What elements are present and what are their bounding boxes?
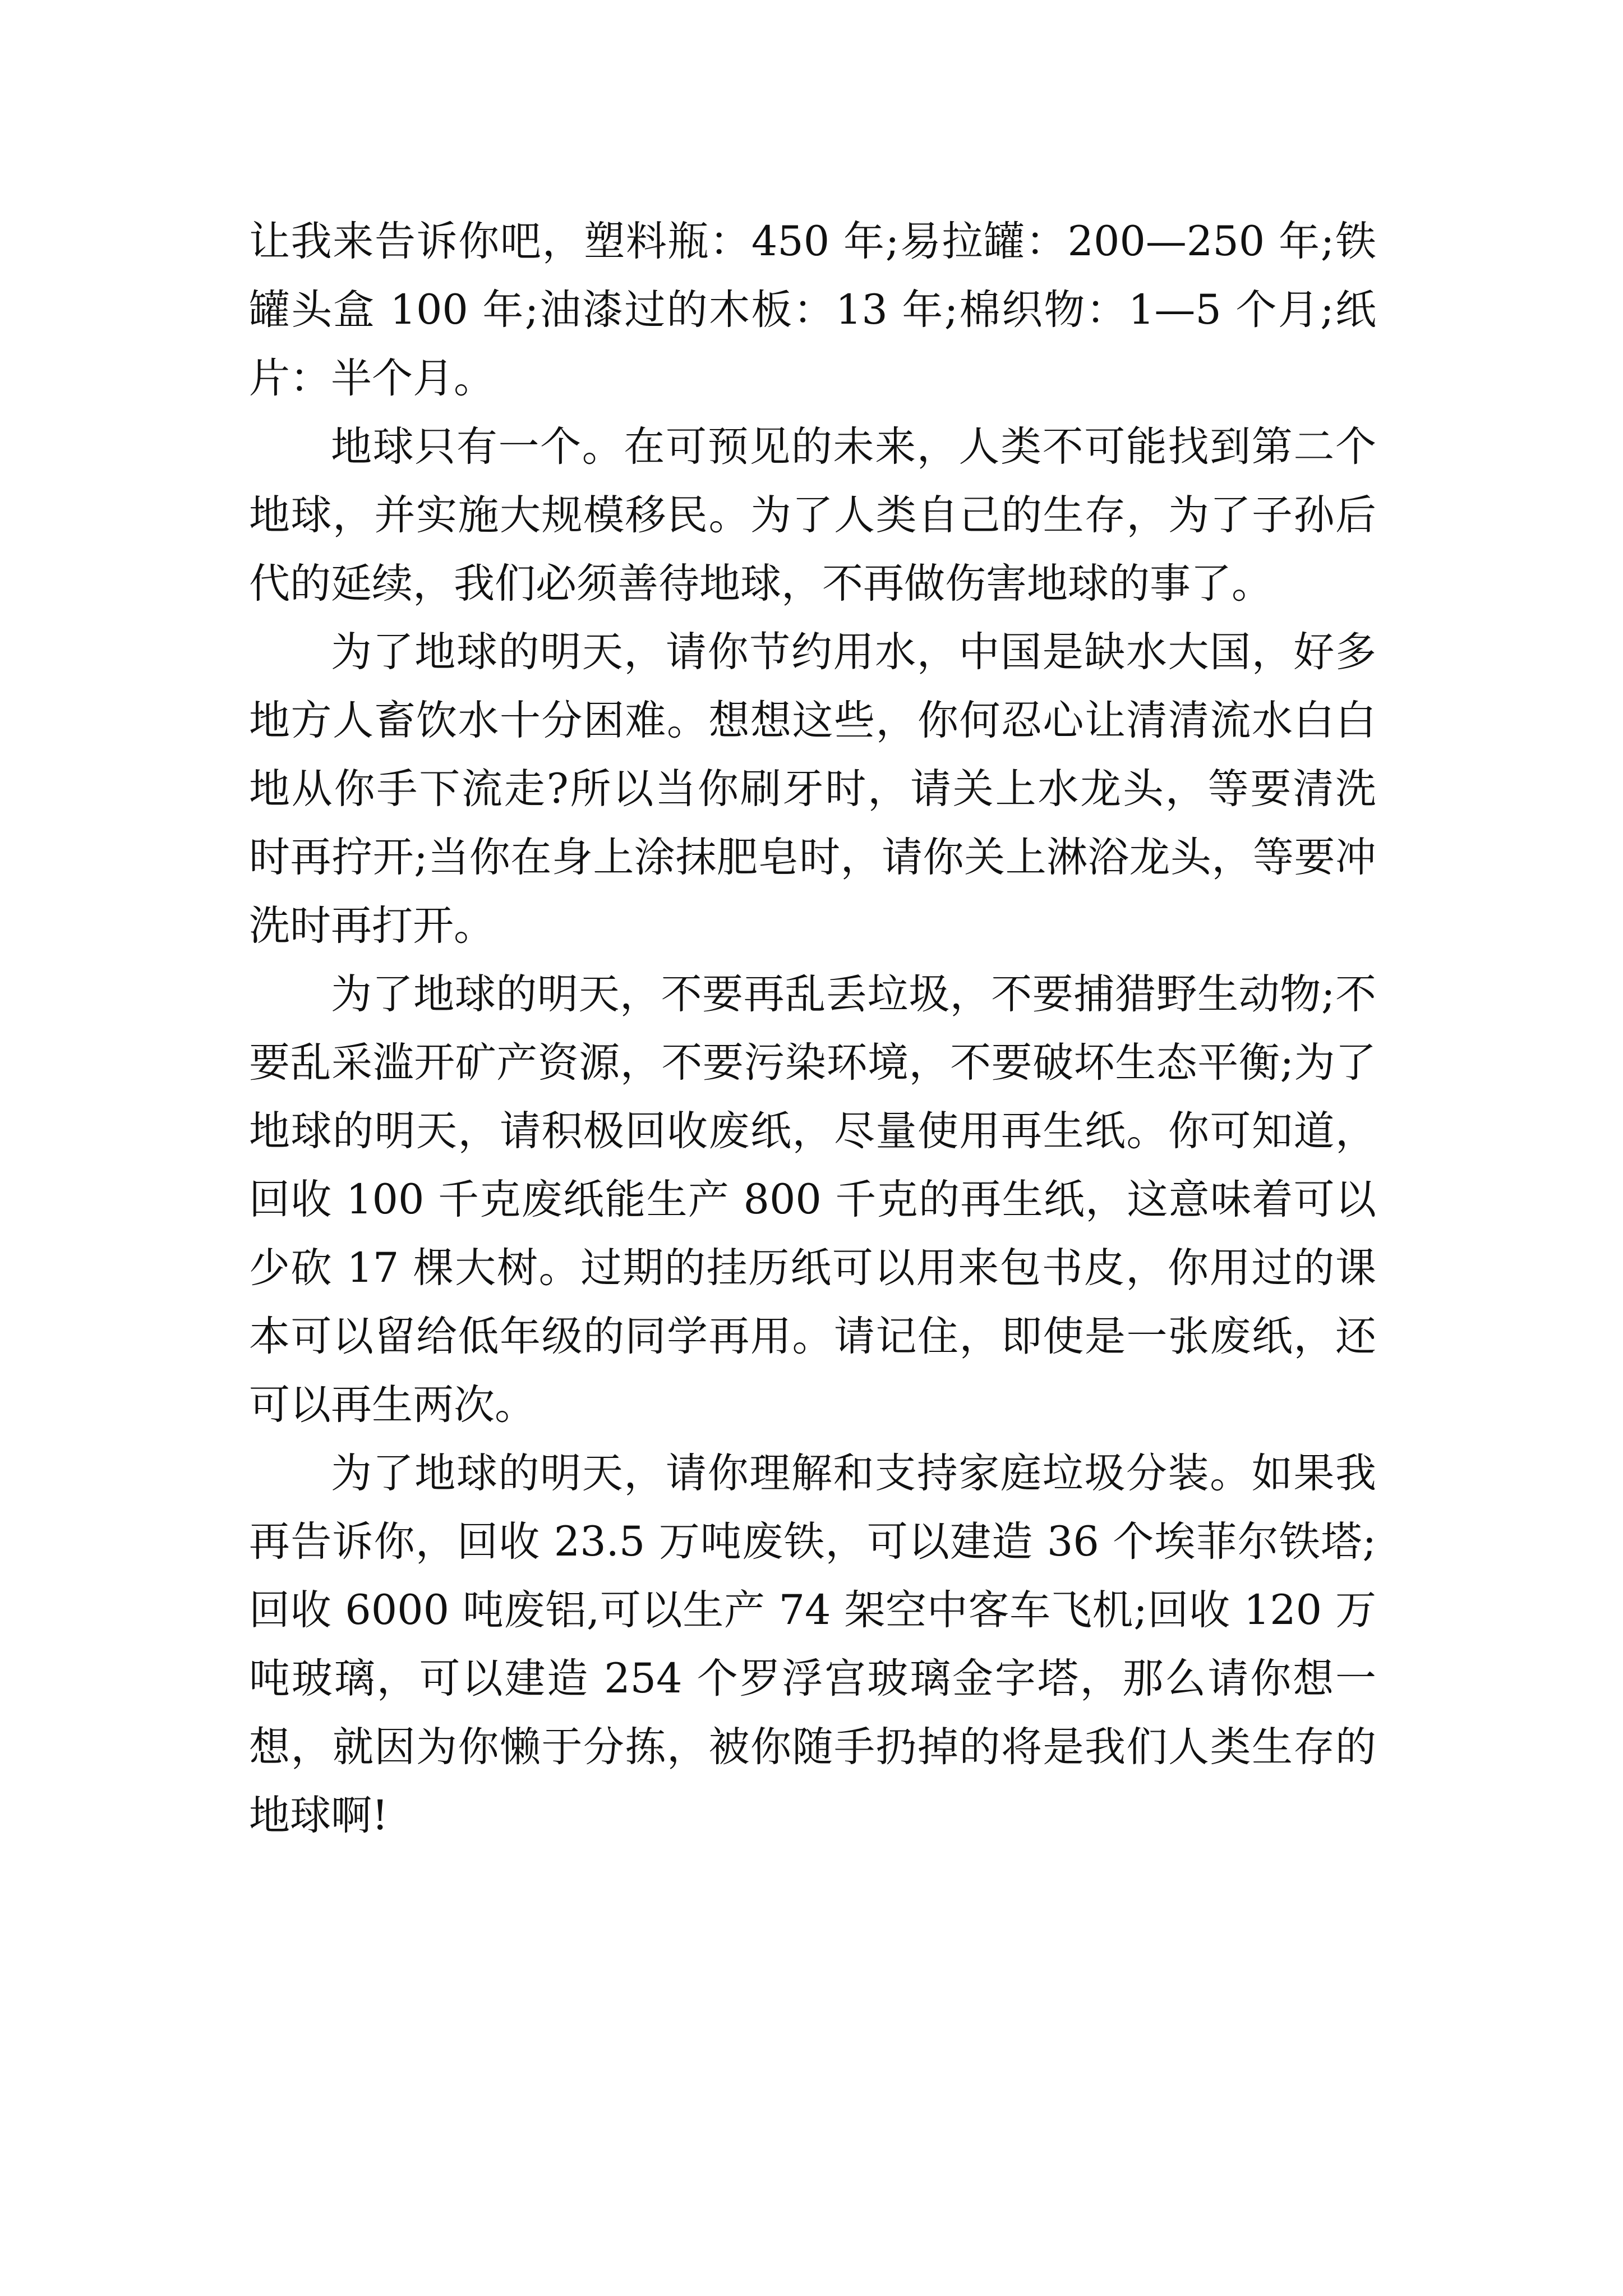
- paragraph-recycle-paper: 为了地球的明天，不要再乱丢垃圾，不要捕猎野生动物;不要乱采滥开矿产资源，不要污染环境，不要破坏生态平衡;为了地球的明天，请积极回收废纸，尽量使用再生纸。你可知道，回收 100 千克废纸能生产 800 千克的再生纸，这意味着可以少砍 17 棵大树。过期的挂历纸可以用来包书皮，你用过的课本可以留给低年级的同学再用。请记住，即使是一张废纸，还可以再生两次。: [249, 970, 1376, 1429]
- paragraph-save-water: 为了地球的明天，请你节约用水，中国是缺水大国，好多地方人畜饮水十分困难。想想这些，你何忍心让清清流水白白地从你手下流走?所以当你刷牙时，请关上水龙头，等要清洗时再拧开;当你在身上涂抹肥皂时，请你关上淋浴龙头，等要冲洗时再打开。: [249, 628, 1376, 950]
- paragraph-decomposition-times: 让我来告诉你吧，塑料瓶：450 年;易拉罐：200—250 年;铁罐头盒 100 年;油漆过的木板：13 年;棉织物：1—5 个月;纸片：半个月。: [249, 218, 1376, 402]
- body-text: [249, 208, 1376, 1850]
- paragraph-only-one-earth: 地球只有一个。在可预见的未来，人类不可能找到第二个地球，并实施大规模移民。为了人类自己的生存，为了子孙后代的延续，我们必须善待地球，不再做伤害地球的事了。: [249, 423, 1376, 608]
- paragraph-garbage-sorting: 为了地球的明天，请你理解和支持家庭垃圾分装。如果我再告诉你，回收 23.5 万吨废铁，可以建造 36 个埃菲尔铁塔;回收 6000 吨废铝,可以生产 74 架空中客车飞机;回收 120 万吨玻璃，可以建造 254 个罗浮宫玻璃金字塔，那么请你想一想，就因为你懒于分拣，被你随手扔掉的将是我们人类生存的地球啊!: [249, 1450, 1376, 1839]
